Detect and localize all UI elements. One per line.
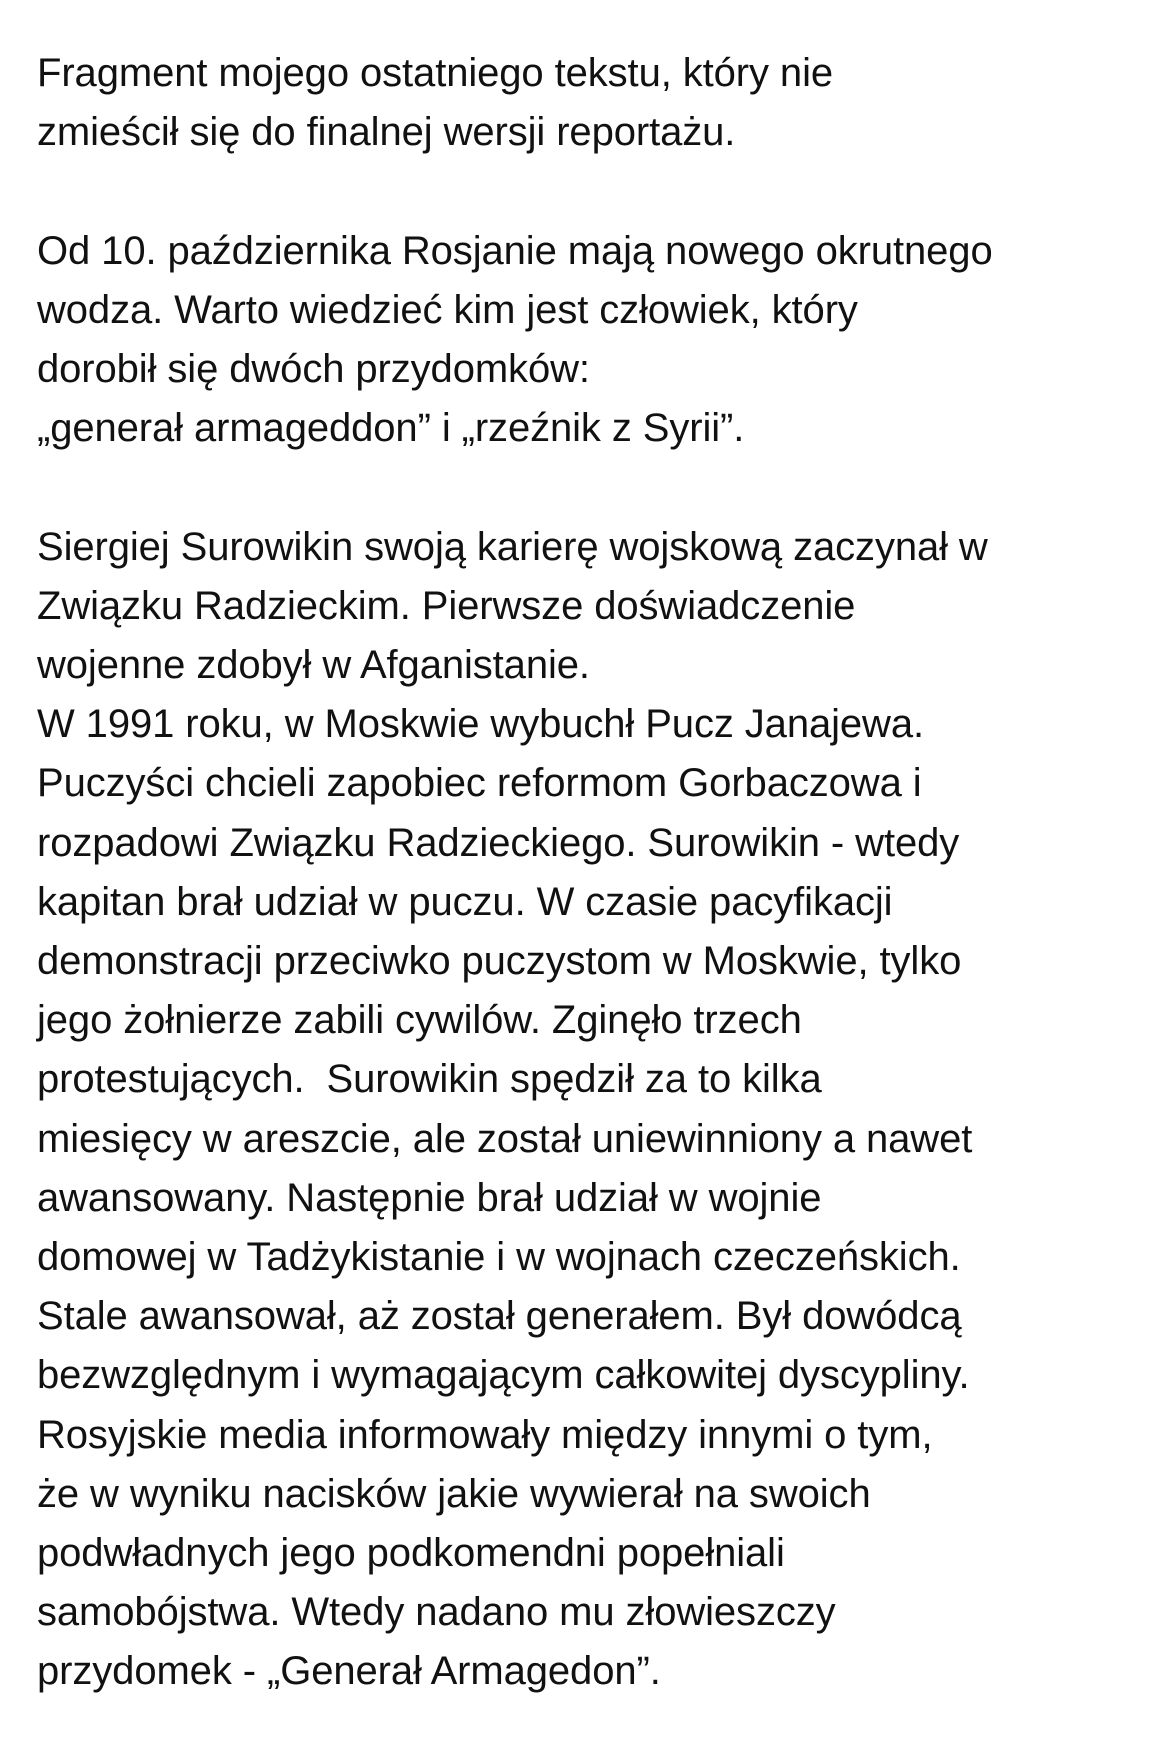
text-line: kapitan brał udział w puczu. W czasie pacyfikacji [37, 879, 893, 924]
text-line: protestujących. Surowikin spędził za to kilka [37, 1057, 822, 1102]
text-line: przydomek - „Generał Armagedon”. [37, 1649, 661, 1694]
text-line: „generał armageddon” i „rzeźnik z Syrii”. [37, 406, 745, 451]
text-line: wodza. Warto wiedzieć kim jest człowiek, który [37, 287, 858, 332]
text-line: Stale awansował, aż został generałem. Był dowódcą [37, 1294, 962, 1339]
text-line: dorobił się dwóch przydomków: [37, 347, 590, 391]
text-line: wojenne zdobył w Afganistanie. [37, 643, 590, 687]
paragraph-spacer [37, 458, 1162, 517]
text-line: awansowany. Następnie brał udział w wojnie [37, 1175, 822, 1220]
text-line: W 1991 roku, w Moskwie wybuchł Pucz Janajewa. [37, 702, 924, 747]
text-line: Siergiej Surowikin swoją karierę wojskową zaczynał w [37, 524, 988, 569]
text-line: że w wyniku nacisków jakie wywierał na swoich [37, 1471, 871, 1516]
text-line: rozpadowi Związku Radzieckiego. Surowikin - wtedy [37, 820, 960, 865]
text-line: podwładnych jego podkomendni popełniali [37, 1531, 785, 1576]
text-line: samobójstwa. Wtedy nadano mu złowieszczy [37, 1590, 836, 1635]
text-line: bezwzględnym i wymagającym całkowitej dyscypliny. [37, 1353, 970, 1398]
post-body [37, 44, 1162, 1702]
text-line: Puczyści chcieli zapobiec reformom Gorbaczowa i [37, 761, 922, 806]
text-line: Rosyjskie media informowały między innymi o tym, [37, 1412, 933, 1457]
text-line: domowej w Tadżykistanie i w wojnach czeczeńskich. [37, 1235, 961, 1280]
text-line: demonstracji przeciwko puczystom w Moskwie, tylko [37, 939, 962, 984]
text-line: zmieścił się do finalnej wersji reportażu. [37, 110, 736, 155]
text-line: Związku Radzieckim. Pierwsze doświadczenie [37, 583, 856, 628]
paragraph-biography [37, 518, 1162, 1702]
paragraph-intro [37, 44, 1162, 162]
text-line: Od 10. października Rosjanie mają nowego okrutnego [37, 228, 993, 273]
paragraph-new-commander [37, 222, 1162, 459]
text-line: miesięcy w areszcie, ale został uniewinniony a nawet [37, 1116, 973, 1161]
paragraph-spacer [37, 162, 1162, 221]
text-line: Fragment mojego ostatniego tekstu, który nie [37, 51, 834, 95]
text-line: jego żołnierze zabili cywilów. Zginęło trzech [37, 998, 802, 1043]
